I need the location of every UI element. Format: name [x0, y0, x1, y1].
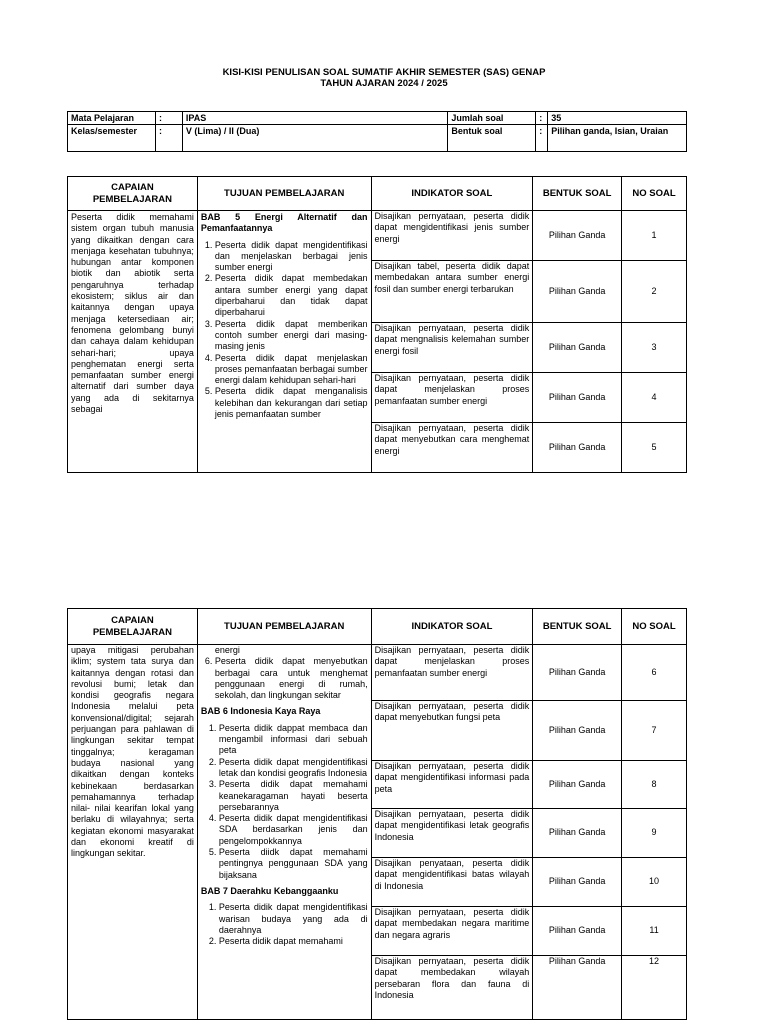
list-item: 2. Peserta didik dapat membedakan antara sumber energi yang dapat diperbaharui dan tidak dapat diperbaharui: [215, 273, 368, 318]
list-item: 6. Peserta didik dapat menyebutkan berbagai cara untuk menghemat penggunaan energi di rumah, sekolah, dan lingkungan sekitar: [215, 656, 368, 701]
indikator-cell: Disajikan pernyataan, peserta didik dapat membedakan wilayah persebaran flora dan fauna di Indonesia: [371, 956, 533, 1020]
indikator-cell: Disajikan pernyataan, peserta didik dapat mengidentifikasi jenis sumber energi: [371, 211, 533, 261]
col-bentuk: BENTUK SOAL: [533, 177, 622, 211]
capaian-text: upaya mitigasi perubahan iklim; system tata surya dan kaitannya dengan rotasi dan revolusi bumi; letak dan kondisi geografis negara Indonesia melalui peta konvensional/digital; sejarah perjuangan para pahlawan di lingkungan sekitar tempat tinggalnya; keragaman budaya nasional yang dikaitkan dengan konteks kebinekaan berdasarkan pemahamannya terhadap nilai- nilai kearifan lokal yang berlaku di wilayahnya; serta kegiatan ekonomi masyarakat dan ekonomi kreatif di lingkungan sekitar.: [68, 645, 198, 1020]
list-item: 1. Peserta didik dappat membaca dan mengambil informasi dari sebuah peta: [219, 723, 368, 757]
table-row: [68, 645, 687, 701]
list-item: 1. Peserta didik dapat mengidentifikasi warisan budaya yang ada di daerahnya: [219, 902, 368, 936]
bentuk-cell: Pilihan Ganda: [533, 761, 622, 809]
bentuk-cell: Pilihan Ganda: [533, 907, 622, 956]
header-row: [68, 177, 687, 211]
tujuan-list: [201, 656, 368, 701]
no-cell: 2: [622, 261, 687, 323]
bentuk-cell: Pilihan Ganda: [533, 645, 622, 701]
col-indikator: INDIKATOR SOAL: [371, 609, 533, 645]
col-no: NO SOAL: [622, 609, 687, 645]
info-table: [67, 111, 687, 152]
no-cell: 4: [622, 373, 687, 423]
bab-heading: BAB 5 Energi Alternatif dan Pemanfaatannya: [200, 212, 368, 234]
no-cell: 7: [622, 701, 687, 761]
bab-heading: BAB 7 Daerahku Kebanggaanku: [200, 885, 339, 896]
indikator-cell: Disajikan pernyataan, peserta didik dapat menyebutkan fungsi peta: [371, 701, 533, 761]
colon: :: [536, 112, 548, 125]
bentuk-cell: Pilihan Ganda: [533, 809, 622, 858]
list-item: 3. Peserta didik dapat memahami keanekaragaman hayati beserta persebarannya: [219, 779, 368, 813]
bab-heading: BAB 6 Indonesia Kaya Raya: [200, 706, 321, 717]
tujuan-cell: [197, 211, 371, 473]
mapel-label: Mata Pelajaran: [68, 112, 156, 125]
colon: :: [536, 125, 548, 152]
list-item: 5. Peserta diidk dapat memahami pentingnya penggunaan SDA yang bijaksana: [219, 847, 368, 881]
jumlah-value: 35: [548, 112, 687, 125]
colon: :: [155, 112, 182, 125]
bentuk-cell: Pilihan Ganda: [533, 956, 622, 1020]
col-bentuk: BENTUK SOAL: [533, 609, 622, 645]
col-indikator: INDIKATOR SOAL: [371, 177, 533, 211]
indikator-cell: Disajikan pernyataan, peserta didik dapat mengidentifikasi letak geografis Indonesia: [371, 809, 533, 858]
list-item: 1. Peserta didik dapat mengidentifikasi dan menjelaskan berbagai jenis sumber energi: [215, 240, 368, 274]
jumlah-label: Jumlah soal: [448, 112, 536, 125]
col-capaian: CAPAIAN PEMBELAJARAN: [68, 177, 198, 211]
indikator-cell: Disajikan tabel, peserta didik dapat membedakan antara sumber energi fosil dan sumber energi terbarukan: [371, 261, 533, 323]
list-item: 3. Peserta didik dapat memberikan contoh sumber energi dari masing-masing jenis: [215, 319, 368, 353]
continued-text: energi: [214, 645, 240, 655]
col-tujuan: TUJUAN PEMBELAJARAN: [197, 609, 371, 645]
no-cell: 9: [622, 809, 687, 858]
bentuk-cell: Pilihan Ganda: [533, 858, 622, 907]
no-cell: 12: [622, 956, 687, 1020]
bentuk-value: Pilihan ganda, Isian, Uraian: [548, 125, 687, 152]
col-no: NO SOAL: [622, 177, 687, 211]
indikator-cell: Disajikan pernyataan, peserta didik dapat menyebutkan cara menghemat energi: [371, 423, 533, 473]
bentuk-cell: Pilihan Ganda: [533, 323, 622, 373]
document-title: [0, 67, 768, 89]
list-item: 4. Peserta didik dapat mengidentifikasi SDA berdasarkan jenis dan pengelompokkannya: [219, 813, 368, 847]
bentuk-cell: Pilihan Ganda: [533, 373, 622, 423]
kelas-value: V (Lima) / II (Dua): [182, 125, 447, 152]
no-cell: 3: [622, 323, 687, 373]
table-row: [68, 211, 687, 261]
bentuk-label: Bentuk soal: [448, 125, 536, 152]
indikator-cell: Disajikan pernyataan, peserta didik dapat menjelaskan proses pemanfaatan sumber energi: [371, 373, 533, 423]
tujuan-cell: [197, 645, 371, 1020]
no-cell: 1: [622, 211, 687, 261]
col-capaian: CAPAIAN PEMBELAJARAN: [68, 609, 198, 645]
title-line-2: TAHUN AJARAN 2024 / 2025: [320, 78, 448, 89]
indikator-cell: Disajikan pernyataan, peserta didik dapat mengnalisis kelemahan sumber energi fosil: [371, 323, 533, 373]
indikator-cell: Disajikan penyataan, peserta didik dapat mengidentifikasi batas wilayah di Indonesia: [371, 858, 533, 907]
kelas-label: Kelas/semester: [68, 125, 156, 152]
bentuk-cell: Pilihan Ganda: [533, 701, 622, 761]
col-tujuan: TUJUAN PEMBELAJARAN: [197, 177, 371, 211]
header-row: [68, 609, 687, 645]
no-cell: 6: [622, 645, 687, 701]
no-cell: 5: [622, 423, 687, 473]
bab6-list: [201, 723, 368, 881]
no-cell: 8: [622, 761, 687, 809]
kisi-table-page1: [67, 176, 687, 473]
indikator-cell: Disajikan pernyataan, peserta didik dapat menjelaskan proses pemanfaatan sumber energi: [371, 645, 533, 701]
kisi-table-page2: [67, 608, 687, 1020]
indikator-cell: Disajikan pernyataan, peserta didik dapat membedakan negara maritime dan negara agraris: [371, 907, 533, 956]
bentuk-cell: Pilihan Ganda: [533, 423, 622, 473]
no-cell: 10: [622, 858, 687, 907]
colon: :: [155, 125, 182, 152]
tujuan-list: [201, 240, 368, 421]
indikator-cell: Disajikan pernyataan, peserta didik dapat mengidentifikasi informasi pada peta: [371, 761, 533, 809]
mapel-value: IPAS: [182, 112, 447, 125]
list-item: 5. Peserta didik dapat menganalisis kelebihan dan kekurangan dari setiap jenis pemanfaatan sumber: [215, 386, 368, 420]
title-line-1: KISI-KISI PENULISAN SOAL SUMATIF AKHIR SEMESTER (SAS) GENAP: [222, 67, 546, 78]
no-cell: 11: [622, 907, 687, 956]
list-item: 4. Peserta didik dapat menjelaskan proses pemanfaatan berbagai sumber energi dalam kehidupan sehari-hari: [215, 353, 368, 387]
list-item: 2. Peserta didik dapat memahami: [219, 936, 368, 947]
bentuk-cell: Pilihan Ganda: [533, 261, 622, 323]
capaian-text: Peserta didik memahami sistem organ tubuh manusia yang dikaitkan dengan cara menjaga kesehatan tubuhnya; hubungan antar komponen biotik dan abiotik serta pengaruhnya terhadap ekosistem; siklus air dan kaitannya dengan upaya menjaga ketersediaan air; fenomena gelombang bunyi dan cahaya dalam kehidupan sehari-hari; upaya penghematan energi serta pemanfaatan sumber energi alternatif dari sumber daya yang ada di sekitarnya sebagai: [68, 211, 198, 473]
bentuk-cell: Pilihan Ganda: [533, 211, 622, 261]
list-item: 2. Peserta didik dapat mengidentifikasi letak dan kondisi geografis Indonesia: [219, 757, 368, 780]
bab7-list: [201, 902, 368, 947]
